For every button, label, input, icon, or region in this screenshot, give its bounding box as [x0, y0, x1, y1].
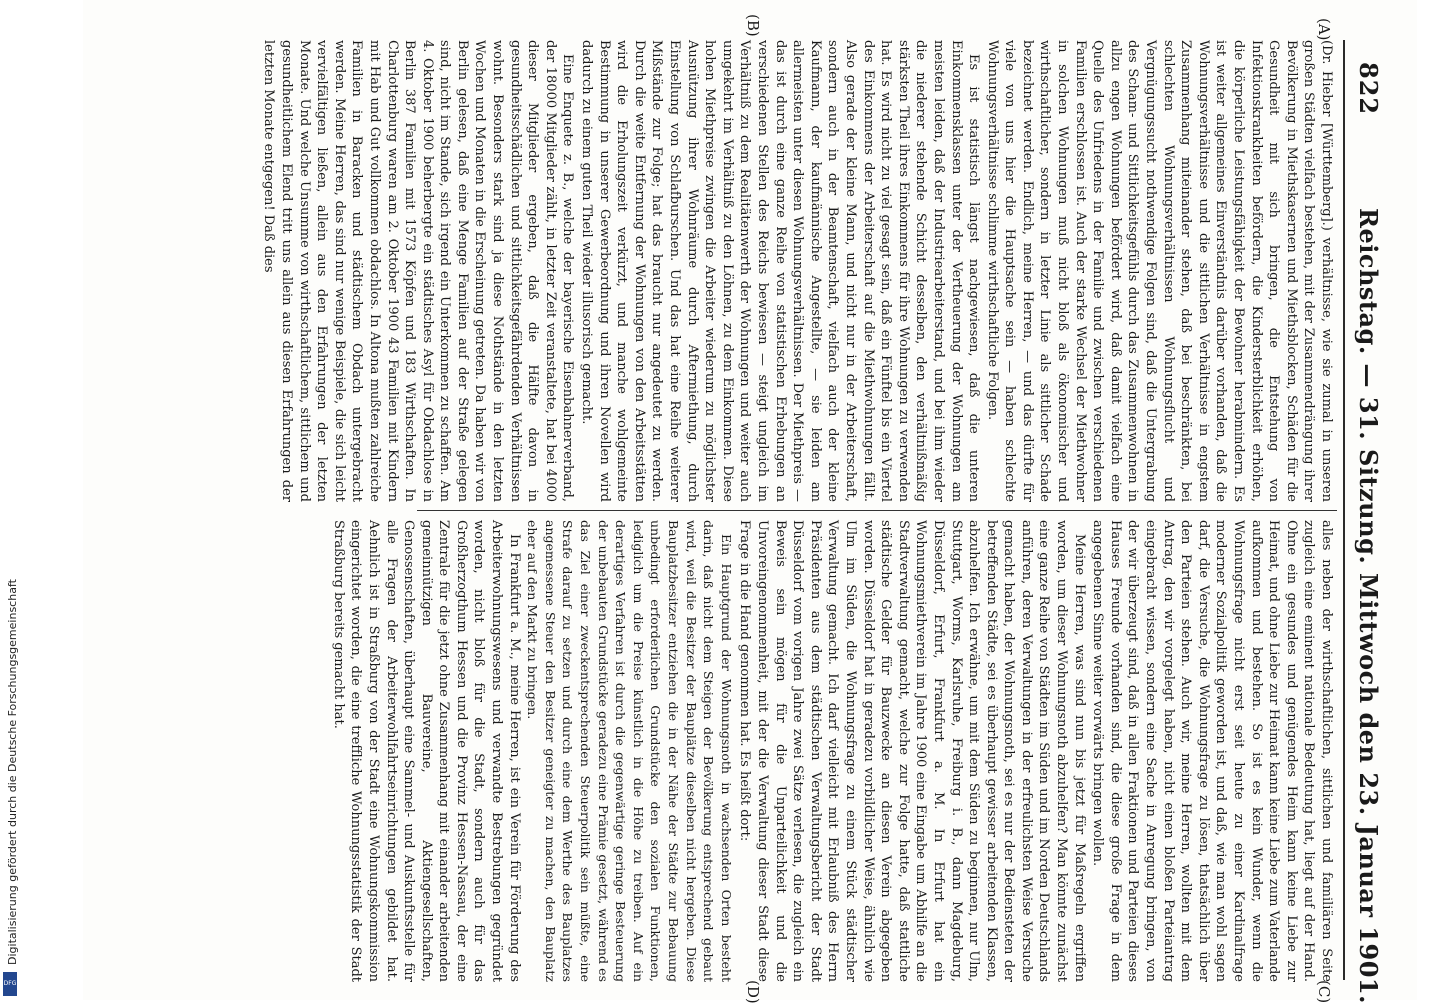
footer-strip	[0, 0, 22, 1000]
paragraph: Es ist statistisch längst nachgewiesen, daß die unteren Einkommensklassen unter der Vertheuerung der Wohnungen am meisten leiden, daß der Industriearbeiterstand, und bei ihm wieder die niederer stehende Schicht desselben, den verhältnißmäßig stärksten Theil ihres Einkommens für ihre Wohnungen zu verwenden hat. Es wird nicht zu viel gesagt sein, daß ein Fünftel bis ein Viertel des Einkommens der Arbeiterschaft auf die Miethwohnungen fällt. Also gerade der kleine Mann, und nicht nur in der Arbeiterschaft, sondern auch in der Beamtenschaft, vielfach auch der kleine Kaufmann, der kaufmännische Angestellte, — sie leiden am allermeisten unter diesen Wohnungsverhältnissen. Der Miethpreis — das ist durch eine ganze Reihe von statistischen Erhebungen an verschiedenen Stellen des Reichs bewiesen — steigt ungleich im Verhältniß zu dem Realitätenwerth der Wohnungen und weiter auch umgekehrt im Verhältniß zu den Löhnen, zu dem Einkommen. Diese hohen Miethpreise zwingen die Arbeiter wiederum zu möglichster Ausnützung ihrer Wohnräume durch Aftermiethung, durch Einstellung von Schlafburschen. Und das hat eine Reihe weiterer Mißstände zur Folge; hat das braucht nur angedeutet zu werden. Durch die weite Entfernung der Wohnungen von den Arbeitsstätten wird die Erholungszeit verkürzt, und manche wohlgemeinte Bestimmung in unserer Gewerbeordnung und ihren Novellen wird dadurch zu einem guten Theil wieder illusorisch gemacht.	[579, 40, 982, 502]
funding-notice: Digitalisierung gefördert durch die Deutsche Forschungsgemeinschaft	[6, 579, 19, 965]
paragraph-text: verhältnisse, wie sie zumal in unseren großen Städten vielfach bestehen, mit der Zusammendrängung ihrer Bevölkerung in Miethskasernen und Miethsblocken, Schäden für die Gesundheit mit sich bringen, die Entstehung von Infektionskrankheiten befördern, die Kindersterblichkeit erhöhen, die körperliche Leistungsfähigkeit der Bewohner herabmindern. Es ist weiter allgemeines Einverständnis darüber vorhanden, daß die Wohnungsverhältnisse und die sittlichen Verhältnisse in engstem Zusammenhang miteinander stehen, daß bei beschränkten, bei schlechten Wohnungsverhältnissen Wohnungsflucht und Vergnügungssucht nothwendige Folgen sind, daß die Untergrabung des Scham- und Sittlichkeitsgefühls durch das Zusammenwohnen in allzu engen Wohnungen befördert wird, daß damit vielfach eine Quelle des Unfriedens in der Familie und zwischen verschiedenen Familien erschlossen ist. Auch der starke Wechsel der Miethwohner in solchen Wohnungen muß nicht bloß als ökonomischer und wirthschaftlicher, sondern in letzter Linie als sittlicher Schade bezeichnet werden. Endlich, meine Herren, — und das dürfte für viele von uns hier die Hauptsache sein — haben schlechte Wohnungsverhältnisse schlimme wirthschaftliche Folgen.	[984, 40, 1334, 503]
page-header	[1351, 18, 1391, 1004]
margin-mark-d: (D)	[744, 980, 762, 1004]
speaker-name: (Dr. Hieber [Württemberg].)	[1319, 40, 1334, 231]
paragraph: alles neben der wirthschaftlichen, sittlichen und familiären Seite zugleich eine eminent nationale Bedeutung hat, liegt auf der Hand. Ohne ein gesundes und genügendes Heim kann keine Liebe zur Heimat, und ohne Liebe zur Heimat kann keine Liebe zum Vaterlande aufkommen und bestehen. So ist es kein Wunder, wenn die Wohnungsfrage nicht erst seit heute zu einer Kardinalfrage moderner Sozialpolitik geworden ist, und daß, wie man wohl sagen darf, die Versuche, die Wohnungsfrage zu lösen, thatsächlich über den Parteien stehen. Auch wir, meine Herren, wollten mit dem Antrag, den wir vorgelegt haben, nicht einen bloßen Parteiantrag eingebracht wissen, sondern eine Sache in Anregung bringen, von der wir überzeugt sind, daß in allen Fraktionen und Parteien dieses Hauses Freunde vorhanden sind, die diese große Frage in dem angegebenen Sinne weiter vorwärts bringen wollen.	[1090, 520, 1334, 982]
page-number: 822	[1354, 62, 1383, 116]
page-title: Reichstag. — 31. Sitzung. Mittwoch den 23. Januar 1901.	[1354, 208, 1383, 1004]
right-column	[330, 520, 1335, 982]
header-rule	[1343, 40, 1345, 980]
margin-mark-b: (B)	[744, 14, 762, 37]
scanned-page	[83, 0, 1417, 1004]
speaker-line	[983, 40, 1335, 502]
column-separator	[417, 510, 1337, 511]
paragraph: Eine Enquete z. B., welche der bayerische Eisenbahnerverband, der 18000 Mitglieder zählt, in letzter Zeit veranstaltete, hat bei 4000 dieser Mitglieder ergeben, daß die Hälfte davon in gesundheitsschädlichen und sittlichkeitsgefährdenden Verhältnissen wohnt. Besonders stark sind ja diese Nothstände in den letzten Wochen und Monaten in die Erscheinung getreten. Da haben wir von Berlin gelesen, daß eine Menge Familien auf der Straße gelegen sind, nicht im Stande, sich irgend ein Unterkommen zu schaffen. Am 4. Oktober 1900 beherbergte ein städtisches Asyl für Obdachlose in Berlin 387 Familien mit 1573 Köpfen und 183 Wirthschaften. In Charlottenburg waren am 2. Oktober 1900 43 Familien mit Kindern mit Hab und Gut vollkommen obdachlos. In Altona mußten zahlreiche Familien in Baracken und städtischem Obdach untergebracht werden. Meine Herren, das sind nur wenige Beispiele, die sich leicht vervielfältigen ließen, allein aus den Erfahrungen der letzten Monate. Und welche Unsumme von wirthschaftlichem, sittlichem und gesundheitlichem Elend tritt uns allein aus diesen Erfahrungen der letzten Monate entgegen! Daß dies	[261, 40, 576, 502]
paragraph: In Frankfurt a. M., meine Herren, ist ein Verein für Förderung des Arbeiterwohnungswesens und verwandte Bestrebungen gegründet worden, nicht bloß für die Stadt, sondern auch für das Großherzogthum Hessen und die Provinz Hessen-Nassau, der eine Zentrale für die jetzt ohne Zusammenhang mit einander arbeitenden gemeinnützigen Bauvereine, Aktiengesellschaften, Genossenschaften, überhaupt eine Sammel- und Auskunftsstelle für alle Fragen der Arbeiterwohlfahrtseinrichtungen gebildet hat. Aehnlich ist in Straßburg von der Stadt eine Wohnungskommission eingerichtet worden, die eine treffliche Wohnungsstatistik der Stadt Straßburg bereits gemacht hat.	[330, 520, 522, 982]
margin-mark-c: (C)	[1315, 980, 1333, 1004]
left-column	[261, 40, 1335, 503]
margin-mark-a: (A)	[1315, 18, 1333, 41]
paragraph: Meine Herren, was sind nun bis jetzt für Maßregeln ergriffen worden, um dieser Wohnungsnoth abzuhelfen? Man könnte zunächst eine ganze Reihe von Städten im Süden und im Norden Deutschlands anführen, deren Verwaltungen in der erfreulichsten Weise Versuche gemacht haben, der Wohnungsnoth, sei es nur der Bediensteten der betreffenden Städte, sei es überhaupt gewisser arbeitenden Klassen, abzuhelfen. Ich erwähne, um mit dem Süden zu beginnen, nur Ulm, Stuttgart, Worms, Karlsruhe, Freiburg i. B., dann Magdeburg, Düsseldorf, Erfurt, Frankfurt a. M. In Erfurt hat ein Wohnungsmiethverein im Jahre 1900 eine Eingabe um Abhilfe an die Stadtverwaltung gemacht, welche zur Folge hatte, daß stattliche städtische Gelder für Bauzwecke an diesen Verein abgegeben worden. Düsseldorf hat in geradezu vorbildlicher Weise, ähnlich wie Ulm im Süden, die Wohnungsfrage zu einem Stück städtischer Verwaltung gemacht. Ich darf vielleicht mit Erlaubniß des Herrn Präsidenten aus dem städtischen Verwaltungsbericht der Stadt Düsseldorf vom vorigen Jahre zwei Sätze verlesen, die zugleich ein Beweis sein mögen für die Unparteilichkeit und die Unvoreingenommenheit, mit der die Verwaltung dieser Stadt diese Frage in die Hand genommen hat. Es heißt dort:	[737, 520, 1087, 982]
dfg-logo: DFG	[3, 972, 17, 996]
quotation: Ein Hauptgrund der Wohnungsnoth in wachsenden Orten besteht darin, daß nicht dem Steigen der Bevölkerung entsprechend gebaut wird, weil die Besitzer der Bauplätze dieselben nicht hergeben. Diese Bauplatzbesitzer entziehen die in der Nähe der Städte zur Bebauung unbedingt erforderlichen Grundstücke den sozialen Funktionen, lediglich um die Preise künstlich in die Höhe zu treiben. Auf ein derartiges Verfahren ist durch die gegenwärtige geringe Besteuerung der unbebauten Grundstücke geradezu eine Prämie gesetzt, während es das Ziel einer zweckentsprechenden Steuerpolitik sein müßte, eine Strafe darauf zu setzen und durch eine dem Werthe des Bauplatzes angemessene Steuer den Besitzer geneigter zu machen, den Bauplatz eher auf den Markt zu bringen.	[525, 520, 734, 982]
